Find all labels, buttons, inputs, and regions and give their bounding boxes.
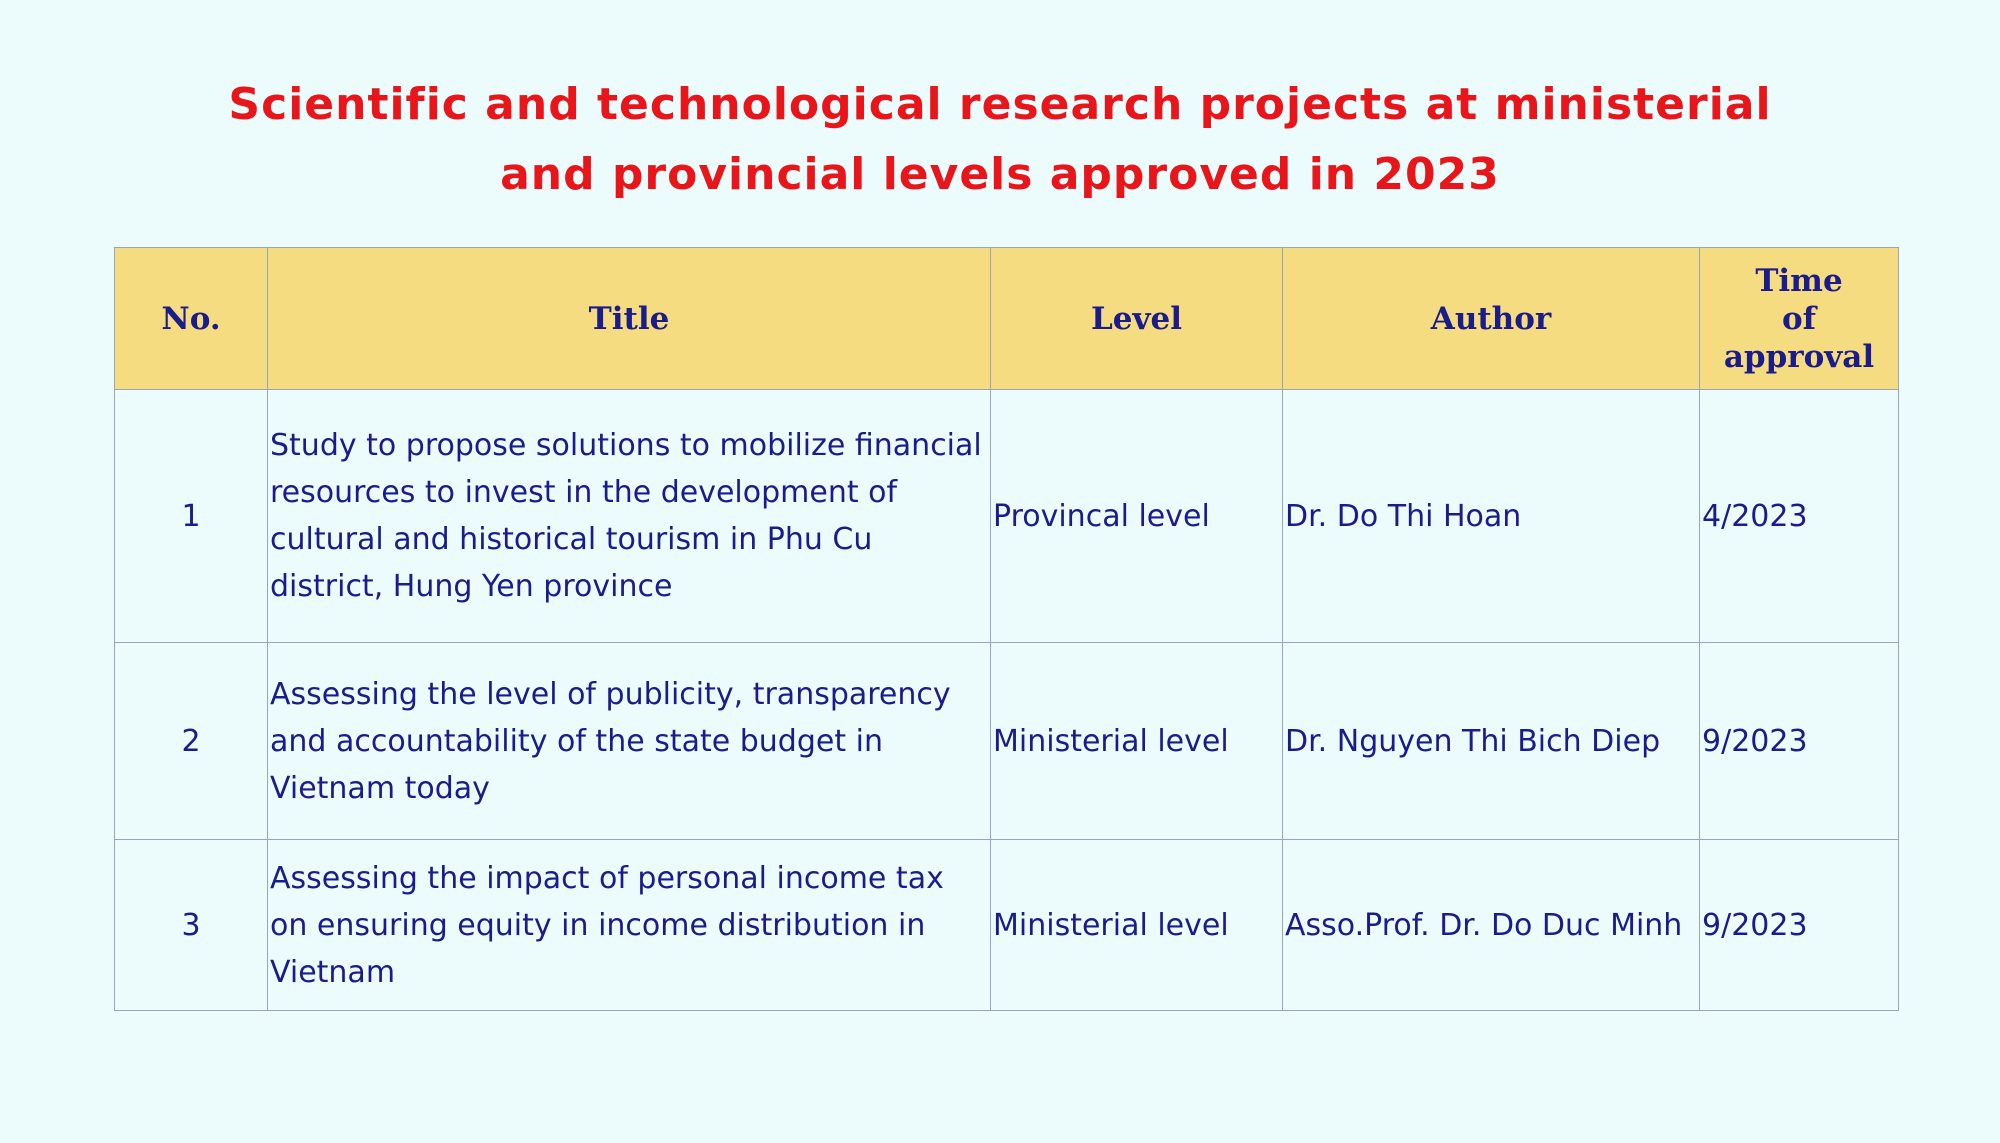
table-row [115,643,1899,840]
header-no: No. [115,248,268,390]
page-title-line-2: and provincial levels approved in 2023 [500,149,1500,200]
header-time-line-1: Time [1755,262,1843,299]
table-header-row [115,248,1899,390]
cell-level: Ministerial level [991,643,1283,840]
cell-time: 9/2023 [1700,840,1899,1011]
cell-title: Assessing the impact of personal income tax on ensuring equity in income distribution in Vietnam [268,840,991,1011]
header-author: Author [1283,248,1700,390]
cell-level: Ministerial level [991,840,1283,1011]
page-title [0,70,2000,210]
table-row [115,840,1899,1011]
cell-author: Dr. Nguyen Thi Bich Diep [1283,643,1700,840]
header-time-of-approval [1700,248,1899,390]
cell-no: 2 [115,643,268,840]
table-row [115,390,1899,643]
page-title-line-1: Scientific and technological research projects at ministerial [228,79,1772,130]
projects-table [114,247,1899,1011]
cell-author: Asso.Prof. Dr. Do Duc Minh [1283,840,1700,1011]
cell-author: Dr. Do Thi Hoan [1283,390,1700,643]
header-level: Level [991,248,1283,390]
header-time-line-3: approval [1723,338,1875,375]
cell-title: Study to propose solutions to mobilize financial resources to invest in the development of cultural and historical tourism in Phu Cu district, Hung Yen province [268,390,991,643]
cell-no: 3 [115,840,268,1011]
header-title: Title [268,248,991,390]
cell-time: 4/2023 [1700,390,1899,643]
cell-time: 9/2023 [1700,643,1899,840]
cell-level: Provincal level [991,390,1283,643]
cell-title: Assessing the level of publicity, transparency and accountability of the state budget in Vietnam today [268,643,991,840]
cell-no: 1 [115,390,268,643]
header-time-line-2: of [1781,300,1816,337]
